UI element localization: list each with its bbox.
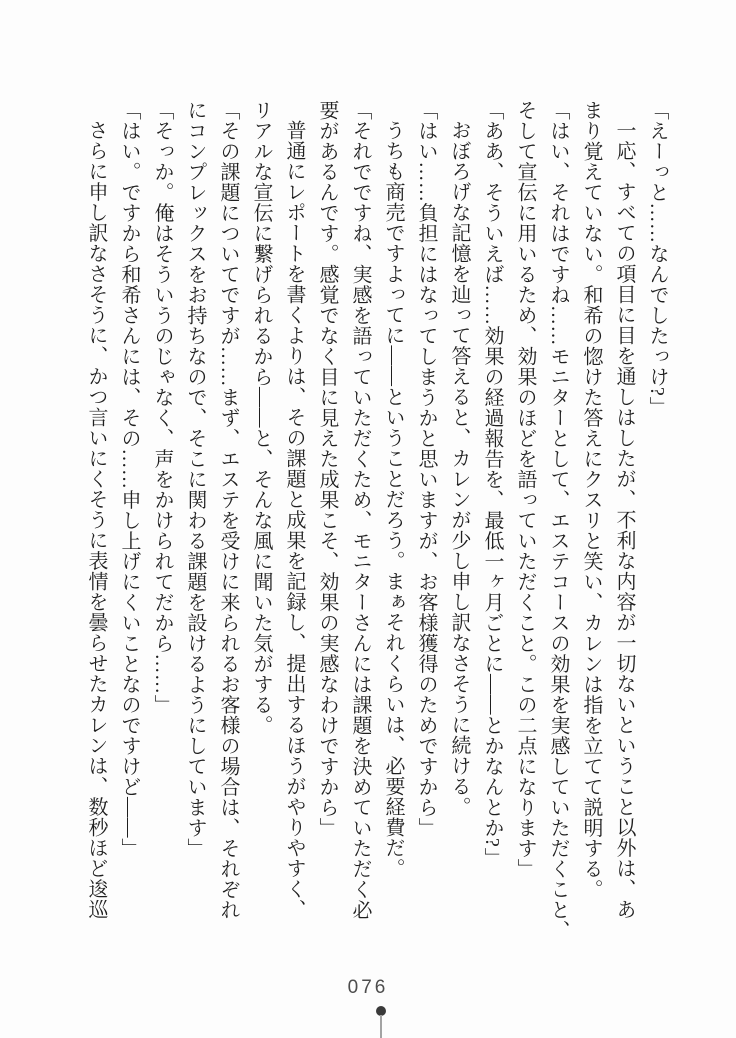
position-pin-icon[interactable] bbox=[376, 1006, 386, 1016]
text-line: 普通にレポートを書くよりは、その課題と成果を記録し、提出するほうがやりやすく、 bbox=[283, 120, 305, 920]
text-line: 「はい、それはですね……モニターとして、エステコースの効果を実感していただくこと、 bbox=[547, 100, 569, 941]
text-line: 「そっか。俺はそういうのじゃなく、声をかけられてだから……」 bbox=[151, 100, 173, 715]
position-pin-line bbox=[380, 1015, 382, 1038]
text-line: にコンプレックスをお持ちなので、そこに関わる課題を設けるようにしています」 bbox=[184, 100, 206, 859]
text-line: 一応、すべての項目に目を通しはしたが、不利な内容が一切ないということ以外は、あ bbox=[613, 120, 635, 920]
text-line: リアルな宣伝に繋げられるから――と、そんな風に聞いた気がする。 bbox=[250, 100, 272, 736]
text-line: 「はい……負担にはなってしまうかと思いますが、お客様獲得のためですから」 bbox=[415, 100, 437, 838]
text-line: おぼろげな記憶を辿って答えると、カレンが少し申し訳なさそうに続ける。 bbox=[448, 120, 470, 817]
text-column-container bbox=[77, 100, 673, 946]
text-line: さらに申し訳なさそうに、かつ言いにくそうに表情を曇らせたカレンは、数秒ほど逡巡 bbox=[85, 120, 107, 920]
text-line: 要があるんです。感覚でなく目に見えた成果こそ、効果の実感なわけですから」 bbox=[316, 100, 338, 838]
text-line: 「えーっと……なんでしたっけ?」 bbox=[646, 100, 668, 417]
text-line: そして宣伝に用いるため、効果のほどを語っていただくこと。この二点になります」 bbox=[514, 100, 536, 879]
text-line: 「その課題についてですが……まず、エステを受けに来られるお客様の場合は、それぞれ bbox=[217, 100, 239, 920]
page-number: 076 bbox=[347, 977, 389, 998]
text-line: うちも商売ですよってに――ということだろう。まぁそれくらいは、必要経費だ。 bbox=[382, 120, 404, 879]
text-line: 「ああ、そういえば……効果の経過報告を、最低一ヶ月ごとに――とかなんとか?」 bbox=[481, 100, 503, 868]
text-line: 「それでですね、実感を語っていただくため、モニターさんには課題を決めていただく必 bbox=[349, 100, 371, 920]
text-line: 「はい。ですから和希さんには、その……申し上げにくいことなのですけど――」 bbox=[118, 100, 140, 859]
text-line: まり覚えていない。和希の惚けた答えにクスリと笑い、カレンは指を立てて説明する。 bbox=[580, 100, 602, 900]
